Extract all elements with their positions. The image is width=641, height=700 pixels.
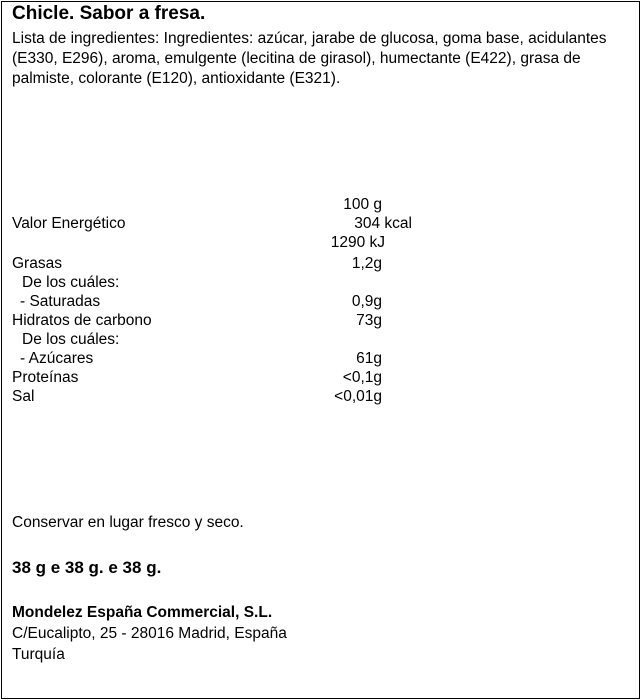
nutrition-value: 73g (356, 312, 382, 329)
nutrition-row-sugars (12, 349, 382, 368)
nutrition-value: 1,2g (351, 255, 382, 272)
nutrition-header-label: 100 g (343, 196, 382, 213)
nutrition-label: - Azúcares (20, 350, 94, 367)
nutrition-row-fat-subheading (12, 273, 382, 292)
nutrition-row-energy-kcal (12, 214, 412, 233)
storage-instructions: Conservar en lugar fresco y seco. (12, 514, 244, 531)
nutrition-row-fat (12, 254, 382, 273)
manufacturer-address: C/Eucalipto, 25 - 28016 Madrid, España (12, 625, 287, 642)
nutrition-label: Hidratos de carbono (12, 312, 152, 329)
nutrition-row-energy-kj (12, 233, 385, 252)
nutrition-label: Valor Energético (12, 215, 126, 232)
nutrition-value: 0,9g (351, 293, 382, 310)
nutrition-label: Grasas (12, 255, 62, 272)
ingredients-text: Lista de ingredientes: Ingredientes: azúcar, jarabe de glucosa, goma base, acidulantes (E330, E296), aroma, emulgente (lecitina de girasol), humectante (E422), grasa de palmiste, colorante (E120), antioxidante (E321). (12, 30, 607, 87)
country-of-origin: Turquía (12, 646, 65, 663)
manufacturer-name: Mondelez España Commercial, S.L. (12, 604, 273, 621)
nutrition-value: 1290 kJ (330, 234, 385, 251)
product-title: Chicle. Sabor a fresa. (12, 3, 206, 24)
nutrition-value: 61g (356, 350, 382, 367)
nutrition-value: 304 kcal (354, 215, 412, 232)
nutrition-row-salt (12, 387, 382, 406)
nutrition-row-carbohydrate-subheading (12, 330, 382, 349)
nutrition-column-header (12, 195, 382, 214)
nutrition-label: Proteínas (12, 369, 79, 386)
nutrition-label: De los cuáles: (22, 274, 120, 291)
nutrition-row-protein (12, 368, 382, 387)
nutrition-value: <0,1g (342, 369, 382, 386)
net-weight: 38 g e 38 g. e 38 g. (12, 558, 162, 577)
nutrition-row-carbohydrate (12, 311, 382, 330)
nutrition-value: <0,01g (334, 388, 382, 405)
nutrition-label: - Saturadas (20, 293, 101, 310)
nutrition-label: De los cuáles: (22, 331, 120, 348)
nutrition-row-saturates (12, 292, 382, 311)
nutrition-label: Sal (12, 388, 35, 405)
